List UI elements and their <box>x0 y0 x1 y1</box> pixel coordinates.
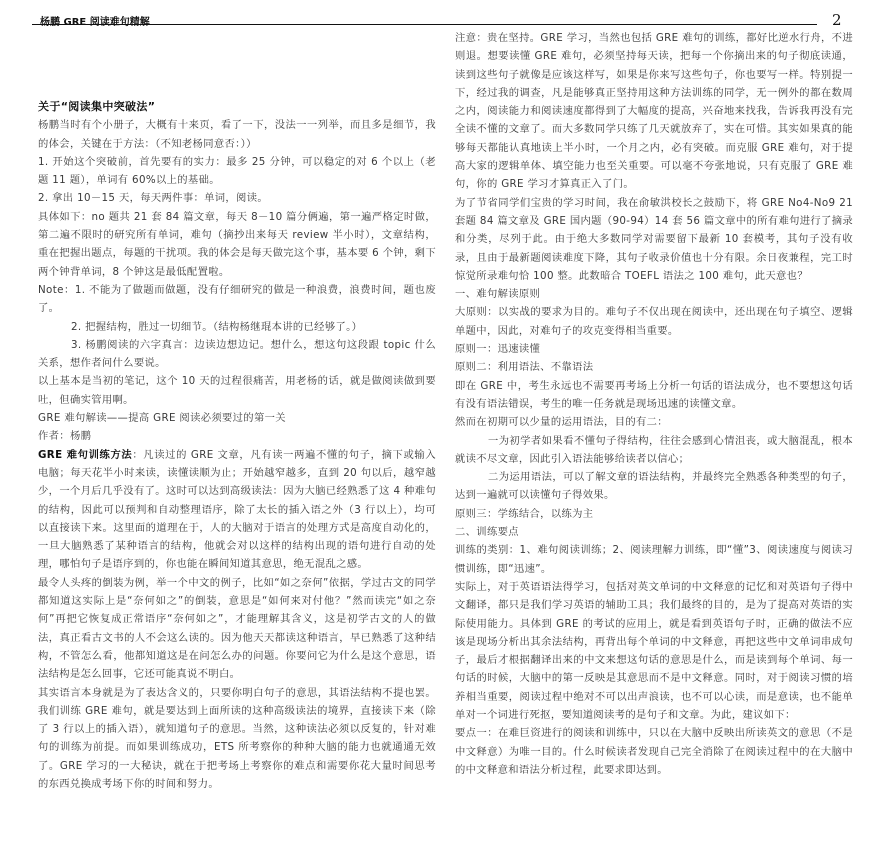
paragraph: 1. 开始这个突破前，首先要有的实力：最多 25 分钟，可以稳定的对 6 个以上（老题 11 题），单词有 60%以上的基础。 <box>38 155 436 187</box>
principle-heading: 原则三：学练结合，以练为主 <box>455 507 594 520</box>
paragraph: 然而在初期可以少量的运用语法，目的有二： <box>455 416 668 429</box>
page-header-title: 杨鹏 GRE 阅读难句精解 <box>40 17 150 28</box>
note-item: Note：1. 不能为了做题而做题，没有仔细研究的做是一种浪费，浪费时间，题也废了。 <box>38 283 436 315</box>
method-text: ：凡读过的 GRE 文章，凡有读一两遍不懂的句子，摘下或输入电脑；每天花半小时来读，读懂读顺为止；开始越窄越多，直到 20 句以后，越窄越少，一个月后几乎没有了。这时可以达到高级读法：因为大脑已经熟悉了这 4 种难句的结构，因此可以预判和自动整理语序，除了太长的插入语之外（3 行以上），均可以直接读下来。这里面的道理在于，人的大脑对于语言的处理方式是高度自动化的，一旦大脑熟悉了某种语言的结构，他就会对以这样的结构出现的语句进行自动的处理，哪怕句子是语序到的，你也能在瞬间知道其意思，绝无混乱之感。 <box>38 448 437 571</box>
paragraph <box>38 446 436 574</box>
paragraph: 其实语言本身就是为了表达含义的，只要你明白句子的意思，其语法结构不提也罢。我们训练 GRE 难句，就是要达到上面所读的这种高级读法的境界，直接读下来（除了 3 行以上的插入语），就知道句子的意思。当然，这种读法必须以反复的，针对难句的训练为前提。而如果训练成功，ETS 所考察你的种种大脑的能力也就通通无效了。GRE 学习的一大秘诀，就在于把考场上考察你的难点和需要你花大量时间思考的东西兑换成考场下你的时间和努力。 <box>38 686 436 790</box>
section-heading: 二、训练要点 <box>455 526 519 539</box>
paragraph: 大原则：以实战的要求为目的。难句子不仅出现在阅读中，还出现在句子填空、逻辑单题中，因此，对难句子的攻克变得相当重要。 <box>455 306 853 337</box>
page-number: 2 <box>832 11 842 29</box>
author-line: 作者：杨鹏 <box>38 430 92 443</box>
paragraph: 最令人头疼的倒装为例，举一个中文的例子，比如“如之奈何”依据，学过古文的同学都知道这实际上是“奈何如之”的倒装，意思是“如何来对付他？”然而读完“如之奈何”再把它恢复成正常语序“奈何如之”，才能理解其含义，这是初学古文的人的做法，真正看古文书的人不会这么读的。因为他天天都读这种语言，早已熟悉了这种结构，不管怎么看，他都知道这是在问怎么办的问题。你要问它为什么是这个意思，语法结构是怎么回事，它还可能真说不明白。 <box>38 576 436 681</box>
paragraph: 以上基本是当初的笔记，这个 10 天的过程很痛苦，用老杨的话，就是做阅读做到要吐，但确实管用啊。 <box>38 375 436 406</box>
paragraph: 杨鹏当时有个小册子，大概有十来页，看了一下，没法一一列举，而且多是细节，我的体会，关键在于方法：（不知老杨同意否：）） <box>38 119 436 150</box>
principle-heading: 原则一：迅速读懂 <box>455 343 541 356</box>
paragraph: 具体如下：no 题共 21 套 84 篇文章，每天 8－10 篇分俩遍，第一遍严格定时做，第二遍不限时的研究所有单词，难句（摘抄出来每天 review 半小时），文章结构，重在把握出题点，每题的干扰项。我的体会是每天做完这个事，基本要 6 个钟，剩下两个钟背单词，8 个钟这是最低配置啦。 <box>38 210 436 278</box>
note-item: 3. 杨鹏阅读的六字真言：边读边想边记。想什么，想这句这段跟 topic 什么关系，想作者问什么要说。 <box>38 338 436 370</box>
section-heading: 一、难句解读原则 <box>455 288 541 301</box>
paragraph: 为了节省同学们宝贵的学习时间，我在俞敏洪校长之鼓励下，将 GRE No4-No9 21 套题 84 篇文章及 GRE 国内题（90-94）14 套 56 篇文章中的所有难句进行了摘录和分类，尽列于此。由于绝大多数同学对需要留下最新 10 套模考，其句子没有收录，且由于最新题阅读难度下降，其句子收录价值也十分有限。余日夜兼程，完工时惊觉所录难句恰 100 整。此数暗合 TOEFL 语法之 100 难句，此天意也？ <box>455 196 853 282</box>
paragraph: 一为初学者如果看不懂句子得结构，往往会感到心情沮丧，或大脑混乱，根本就读不尽文章，因此引入语法能够给读者以信心； <box>455 434 853 465</box>
left-column <box>38 98 436 793</box>
right-column <box>455 29 853 779</box>
note-item: 2. 把握结构，胜过一切细节。（结构杨继琨本讲的已经够了。） <box>70 320 363 333</box>
paragraph: 训练的类别：1、难句阅读训练；2、阅读理解力训练，即“懂”3、阅读速度与阅读习惯训练，即“迅速”。 <box>455 544 853 575</box>
method-label: GRE 难句训练方法 <box>38 448 133 461</box>
paragraph: 要点一：在难巨资进行的阅读和训练中，只以在大脑中反映出所读英文的意思（不是中文释意）为唯一目的。什么时候读者发现自己完全消除了在阅读过程中的在大脑中的中文释意和语法分析过程，此要求即达到。 <box>455 727 853 776</box>
paragraph: 二为运用语法，可以了解文章的语法结构，并最终完全熟悉各种类型的句子，达到一遍就可以读懂句子得效果。 <box>455 471 853 502</box>
article-title: GRE 难句解读——提高 GRE 阅读必须要过的第一关 <box>38 412 286 425</box>
paragraph: 注意：贵在坚持。GRE 学习，当然也包括 GRE 难句的训练，都好比逆水行舟，不进则退。想要读懂 GRE 难句，必须坚持每天读，把每一个你摘出来的句子彻底读通，读到这些句子就像是应该这样写，如果是你来写这些句子，你也要写一样。特别提一下，经过我的调查，凡是能够真正坚持用这种方法训练的同学，无一例外的都在数周之内，阅读能力和阅读速度都得到了大幅度的提高，兴奋地来找我，告诉我再没有完全读不懂的文章了。而大多数同学只练了几天就放弃了，实在可惜。其实如果真的能够每天都能认真地读上半小时，一个月之内，必有突破。而克服 GRE 难句，对于提高大家的逻辑单体、填空能力也至关重要。可以毫不夸张地说，只有克服了 GRE 难句，你的 GRE 学习才算真正入了门。 <box>455 32 853 191</box>
principle-heading: 原则二：利用语法、不靠语法 <box>455 361 594 374</box>
header-rule <box>32 24 817 25</box>
paragraph: 2. 拿出 10－15 天，每天两件事：单词，阅读。 <box>38 192 268 205</box>
paragraph: 实际上，对于英语语法得学习，包括对英文单词的中文释意的记忆和对英语句子得中文翻译，都只是我们学习英语的辅助工具；我们最终的目的，是为了提高对英语的实际使用能力。具体到 GRE 的考试的应用上，就是看到英语句子时，正确的做法不应该是现场分析出其余法结构，再背出每个单词的中文释意，再把这些中文单词串成句子，最后才根据翻译出来的中文来想这句话的意思是什么，而是读到每个单词、每一句话的时候，大脑中的第一反映是其意思而不是中文释意。同时，对于阅读习惯的培养相当重要，阅读过程中绝对不可以出声浪读，也不可以心读，而是意读，也不能单单对一个词进行死抠，要知道阅读考的是句子和文章。为此，建议如下： <box>455 580 853 721</box>
section-title: 关于“阅读集中突破法” <box>38 100 156 113</box>
paragraph: 即在 GRE 中，考生永远也不需要再考场上分析一句话的语法成分，也不要想这句话有没有语法错误，考生的唯一任务就是现场迅速的读懂文章。 <box>455 379 853 410</box>
